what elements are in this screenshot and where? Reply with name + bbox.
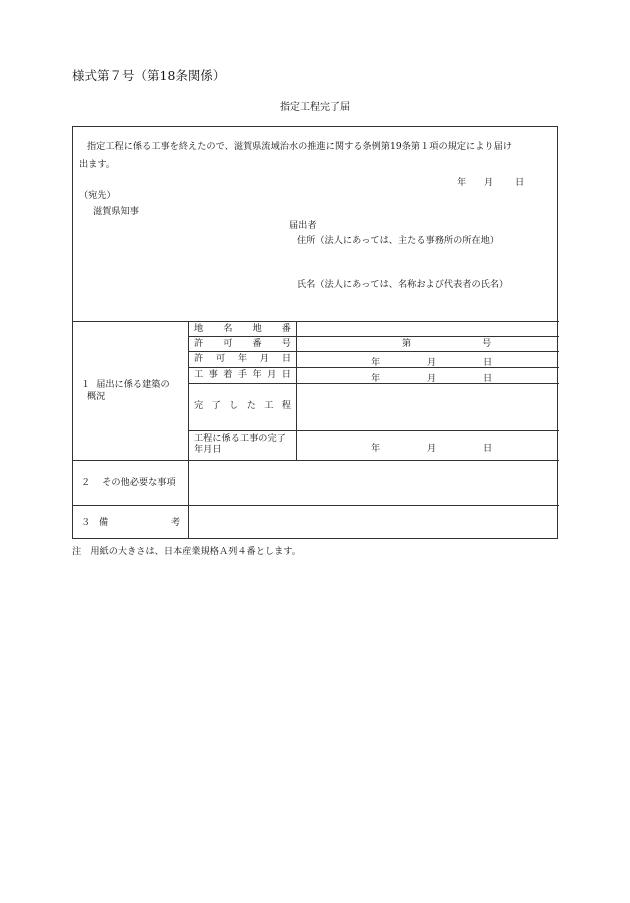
permit-number-prefix: 第	[402, 338, 412, 349]
row-line	[188, 351, 559, 352]
row-label-start-date: 工 事 着 手 年 月 日	[194, 369, 291, 380]
section3-label-b: 考	[171, 517, 181, 528]
submission-date	[457, 174, 524, 188]
section2-top-line	[73, 460, 559, 461]
section1-number: １	[81, 379, 91, 390]
intro-line-1: 指定工程に係る工事を終えたので、滋賀県流域治水の推進に関する条例第19条第１項の規定により届け	[87, 141, 512, 152]
applicant-name-label: 氏名（法人にあっては、名称および代表者の氏名）	[297, 279, 509, 290]
section2-label	[81, 477, 176, 489]
row-label-permit-date: 許 可 年 月 日	[194, 353, 291, 364]
paper-size-note: 注 用紙の大きさは、日本産業規格Ａ列４番とします。	[72, 546, 301, 557]
section3-number: ３	[81, 517, 91, 528]
row-label-permit-number: 許 可 番 号	[194, 338, 291, 349]
section3-label-a: 備	[99, 517, 109, 528]
submission-day: 日	[515, 177, 525, 188]
section1-label-line2: 概況	[87, 391, 106, 402]
section1-label	[81, 379, 170, 391]
completion-date-value: 年 月 日	[371, 443, 493, 454]
section1-top-line	[73, 321, 559, 322]
row-label-completion-date-1: 工程に係る工事の完了	[194, 433, 286, 444]
form-number: 様式第７号（第18条関係）	[72, 68, 226, 83]
sub-label-divider	[296, 321, 297, 460]
row-label-completion-date-2: 年月日	[194, 444, 222, 455]
section3-top-line	[73, 505, 559, 506]
start-date-value: 年 月 日	[371, 373, 493, 384]
recipient-name: 滋賀県知事	[93, 206, 139, 217]
document-title: 指定工程完了届	[280, 102, 350, 113]
applicant-label: 届出者	[289, 220, 317, 231]
section2-text: その他必要な事項	[102, 477, 176, 488]
row-label-completed-process: 完 了 し た 工 程	[194, 400, 291, 411]
row-line	[188, 336, 559, 337]
applicant-address-label: 住所（法人にあっては、主たる事務所の所在地）	[297, 235, 500, 246]
form-table	[72, 126, 558, 539]
row-label-location: 地 名 地 番	[194, 323, 291, 334]
permit-date-value: 年 月 日	[371, 357, 493, 368]
section2-number: ２	[81, 477, 91, 488]
intro-line-2: 出ます。	[79, 159, 116, 170]
submission-year: 年	[457, 177, 467, 188]
submission-month: 月	[484, 177, 494, 188]
permit-number-suffix: 号	[482, 338, 492, 349]
recipient-label: （宛先）	[79, 190, 116, 201]
row-line	[188, 430, 559, 431]
section1-label-line1: 届出に係る建築の	[96, 379, 170, 390]
